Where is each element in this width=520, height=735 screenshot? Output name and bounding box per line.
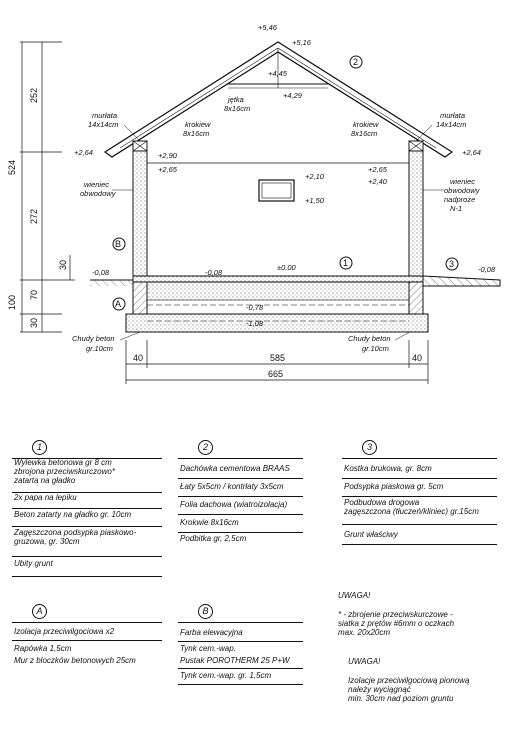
marker-B bbox=[113, 238, 125, 250]
marker-A bbox=[113, 298, 125, 310]
elev-ground-mid: -0,08 bbox=[205, 268, 223, 277]
dim-524: 524 bbox=[7, 159, 17, 175]
elev-window-bottom: +1,50 bbox=[305, 196, 324, 205]
svg-text:2: 2 bbox=[353, 57, 359, 67]
foundation-right bbox=[409, 282, 423, 314]
legend-1-item: Zagęszczona podsypka piaskowo- gruzowa, gr. 30cm bbox=[14, 528, 137, 546]
elev-wall-left-1: +2,90 bbox=[158, 151, 177, 160]
label-krokiew-left: krokiew 8x16cm bbox=[183, 120, 211, 138]
legend-3-item: Grunt właściwy bbox=[344, 530, 398, 539]
foundation-left bbox=[133, 282, 147, 314]
legend-1-item: Ubity grunt bbox=[14, 559, 53, 568]
elev-found-1: -0,78 bbox=[246, 303, 264, 312]
elev-eave-left: +2,64 bbox=[74, 148, 93, 157]
elev-collar: +4,45 bbox=[268, 69, 287, 78]
legend-B-item: Tynk cem.-wap. gr. 1,5cm bbox=[180, 671, 272, 680]
marker-2 bbox=[350, 56, 362, 68]
dim-585: 585 bbox=[270, 353, 286, 363]
label-murlata-left: murłata 14x14cm bbox=[88, 111, 119, 129]
legend-3-item: Podsypka piaskowa gr. 5cm bbox=[344, 482, 444, 491]
legend-3-item: Kostka brukowa, gr. 8cm bbox=[344, 464, 432, 473]
legend-3-item: Podbudowa drogowa zagęszczona (tłuczeń/kliniec) gr.15cm bbox=[344, 498, 479, 516]
label-chudy-right: Chudy beton gr.10cm bbox=[348, 334, 391, 353]
elev-window-top: +2,10 bbox=[305, 172, 324, 181]
elev-wall-right-2: +2,40 bbox=[368, 177, 387, 186]
dim-40-right: 40 bbox=[412, 353, 423, 363]
legend-B-item: Pustak POROTHERM 25 P+W bbox=[180, 656, 290, 665]
marker-1 bbox=[340, 257, 352, 269]
label-krokiew-right: krokiew 8x16cm bbox=[351, 120, 379, 138]
legend-A-number: A bbox=[32, 604, 47, 619]
dim-665: 665 bbox=[268, 369, 284, 379]
legend-A-item: Mur z bloczków betonowych 25cm bbox=[14, 656, 136, 665]
elev-floor: ±0,00 bbox=[277, 263, 296, 272]
dim-30b: 30 bbox=[29, 317, 39, 328]
note-1-title: UWAGA! bbox=[338, 591, 371, 601]
svg-text:3: 3 bbox=[449, 259, 455, 269]
dim-100: 100 bbox=[7, 294, 17, 310]
label-wieniec-left: wieniec obwodowy bbox=[80, 180, 116, 198]
legend-2-item: Dachówka cementowa BRAAS bbox=[180, 464, 290, 473]
svg-text:B: B bbox=[115, 239, 122, 249]
elev-collar-under: +4,29 bbox=[283, 91, 302, 100]
dim-30a: 30 bbox=[58, 259, 68, 270]
legend-2-item: Podbitka gr, 2,5cm bbox=[180, 534, 247, 543]
legend-2-number: 2 bbox=[198, 440, 213, 455]
elev-wall-left-2: +2,65 bbox=[158, 165, 177, 174]
legend-A-item: Rapówka 1,5cm bbox=[14, 644, 72, 653]
note-2-text: Izolacje przeciwilgociową pionową należy wyciągnąć min. 30cm nad poziom gruntu bbox=[348, 675, 470, 703]
legend-2-item: Łaty 5x5cm / kontrłaty 3x5cm bbox=[180, 482, 284, 491]
legend-1-item: Beton zatarty na gładko gr. 10cm bbox=[14, 510, 132, 519]
legend-2 bbox=[178, 440, 303, 550]
floor-fill bbox=[147, 282, 409, 300]
legend-A-item: Izolacja przeciwilgociowa x2 bbox=[14, 627, 115, 636]
legend-3-number: 3 bbox=[362, 440, 377, 455]
legend-1-number: 1 bbox=[32, 440, 47, 455]
label-wieniec-right: wieniec obwodowy nadproże N-1 bbox=[444, 177, 480, 213]
legend-2-item: Folia dachowa (wiatroizolacja) bbox=[180, 500, 288, 509]
footing bbox=[126, 314, 428, 332]
legend-2-item: Krokwie 8x16cm bbox=[180, 518, 239, 527]
elev-ridge-inner: +5,16 bbox=[292, 38, 311, 47]
label-chudy-left: Chudy beton gr.10cm bbox=[72, 334, 115, 353]
elev-ground-right: -0,08 bbox=[478, 265, 496, 274]
label-murlata-right: murłata 14x14cm bbox=[436, 111, 467, 129]
marker-3 bbox=[446, 258, 458, 270]
legend-B-number: B bbox=[198, 604, 213, 619]
legend-1-item: Wylewka betonowa gr 8 cm zbrojona przeciwskurczowo* zatarta na gładko bbox=[14, 458, 115, 485]
wall-left bbox=[133, 151, 147, 276]
legend-B-item: Tynk cem.-wap. bbox=[180, 644, 236, 653]
roof bbox=[105, 42, 452, 157]
note-1-text: * - zbrojenie przeciwskurczowe - siatka z prętów #6mm o oczkach max. 20x20cm bbox=[338, 609, 455, 637]
elev-found-2: -1,08 bbox=[246, 319, 264, 328]
floor-slab bbox=[133, 276, 423, 282]
note-1 bbox=[338, 582, 513, 646]
label-jetka: jętka 8x16cm bbox=[224, 95, 251, 113]
dim-252: 252 bbox=[29, 87, 39, 103]
elev-ground-left: -0,08 bbox=[92, 268, 110, 277]
dim-70: 70 bbox=[29, 289, 39, 300]
paving bbox=[423, 276, 500, 286]
note-2 bbox=[348, 648, 513, 712]
legend-B bbox=[178, 604, 303, 684]
legend-A bbox=[12, 604, 162, 669]
wall-right bbox=[409, 151, 423, 276]
legend-1-item: 2x papa na lepiku bbox=[14, 493, 77, 502]
svg-text:A: A bbox=[115, 299, 122, 309]
legend-B-item: Farba elewacyjna bbox=[180, 628, 243, 637]
legend-3 bbox=[342, 440, 497, 555]
elev-ridge-top: +5,46 bbox=[258, 23, 277, 32]
dim-40-left: 40 bbox=[133, 353, 144, 363]
svg-text:1: 1 bbox=[343, 258, 349, 268]
elev-wall-right-1: +2,65 bbox=[368, 165, 387, 174]
elev-eave-right: +2,64 bbox=[462, 148, 481, 157]
legend-1 bbox=[12, 440, 162, 585]
note-2-title: UWAGA! bbox=[348, 657, 381, 667]
dim-272: 272 bbox=[29, 208, 39, 224]
